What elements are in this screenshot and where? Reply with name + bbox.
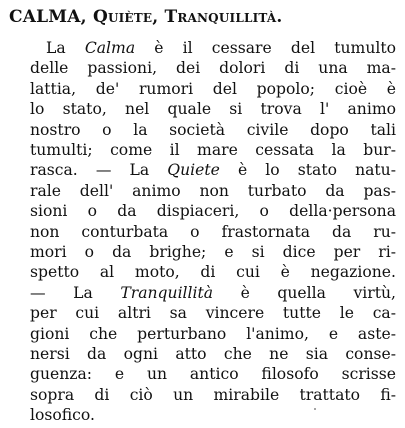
text-line bbox=[30, 200, 396, 222]
text-line bbox=[30, 261, 396, 283]
heading-synonyms: Quiète, Tranquillità. bbox=[92, 7, 283, 27]
text-run: gioni che perturbano l'animo, e aste- bbox=[30, 324, 396, 343]
text-line bbox=[30, 139, 396, 161]
text-line bbox=[30, 363, 396, 385]
heading-main-word: CALMA, bbox=[9, 7, 87, 27]
text-line bbox=[30, 180, 396, 202]
text-run: tumulti; come il mare cessata la bur- bbox=[30, 141, 396, 159]
text-run: losofico. bbox=[30, 406, 95, 425]
text-line bbox=[30, 241, 396, 263]
text-line bbox=[30, 343, 396, 365]
text-line bbox=[30, 323, 396, 345]
text-run: delle passioni, dei dolori di una ma- bbox=[30, 59, 396, 78]
text-line bbox=[30, 98, 396, 120]
text-run: rale dell' animo non turbato da pas- bbox=[30, 181, 396, 200]
text-line bbox=[30, 302, 396, 324]
italic-term: Calma bbox=[84, 39, 136, 57]
text-line bbox=[46, 37, 396, 59]
text-run: lattia, de' rumori del popolo; cioè è bbox=[30, 79, 396, 98]
text-run: è il cessare del tumulto bbox=[135, 39, 397, 57]
text-run: nostro o la società civile dopo tali bbox=[30, 120, 396, 139]
text-run: è lo stato natu- bbox=[219, 161, 396, 180]
text-line bbox=[30, 282, 396, 304]
text-run: guenza: e un antico filosofo scrisse bbox=[30, 365, 396, 384]
text-run: per cui altri sa vincere tutte le ca- bbox=[30, 304, 396, 323]
entry-heading bbox=[9, 6, 283, 28]
italic-term: Quiete bbox=[167, 161, 220, 180]
print-speck bbox=[314, 408, 316, 410]
text-run: rasca. — La bbox=[30, 161, 168, 180]
text-run: lo stato, nel quale si trova l' animo bbox=[30, 100, 396, 119]
text-run: mori o da brighe; e si dice per ri- bbox=[30, 243, 396, 261]
text-line bbox=[30, 404, 396, 426]
text-run: nersi da ogni atto che ne sia conse- bbox=[30, 345, 396, 363]
italic-term: Tranquillità bbox=[120, 283, 214, 302]
text-line bbox=[30, 57, 396, 79]
text-run: sioni o da dispiaceri, o della·persona bbox=[30, 202, 396, 221]
text-line bbox=[30, 221, 396, 243]
text-run: — La bbox=[30, 283, 121, 302]
text-run: sopra di ciò un mirabile trattato fi- bbox=[30, 385, 396, 404]
text-line bbox=[30, 159, 396, 181]
text-line bbox=[30, 119, 396, 141]
text-run: La bbox=[46, 39, 85, 57]
text-line bbox=[30, 78, 396, 100]
text-run: non conturbata o frastornata da ru- bbox=[30, 222, 396, 241]
text-run: spetto al moto, di cui è negazione. bbox=[30, 263, 396, 282]
text-line bbox=[30, 384, 396, 406]
text-run: è quella virtù, bbox=[213, 283, 396, 302]
